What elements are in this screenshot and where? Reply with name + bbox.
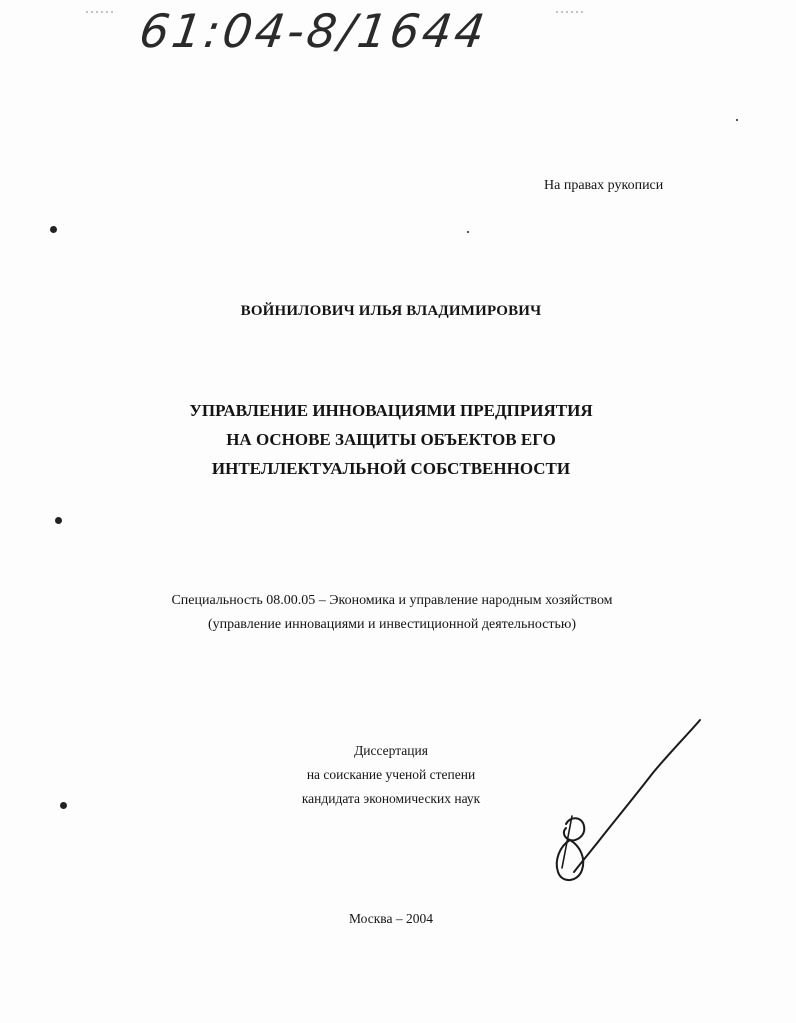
manuscript-rights-note: На правах рукописи	[544, 178, 664, 193]
scan-dot-4	[467, 231, 469, 233]
specialty-block	[0, 589, 784, 637]
degree-line: кандидата экономических наук	[301, 791, 481, 806]
city-year: Москва – 2004	[349, 911, 433, 926]
degree-line: Диссертация	[354, 743, 428, 758]
specialty-line: Специальность 08.00.05 – Экономика и управление народным хозяйством	[171, 593, 613, 608]
specialty-line: (управление инновациями и инвестиционной деятельностью)	[207, 617, 577, 632]
title-line: УПРАВЛЕНИЕ ИННОВАЦИЯМИ ПРЕДПРИЯТИЯ	[189, 401, 593, 420]
scan-dot-2	[55, 517, 62, 524]
title-line: ИНТЕЛЛЕКТУАЛЬНОЙ СОБСТВЕННОСТИ	[211, 459, 571, 478]
handwritten-signature	[540, 712, 710, 887]
title-line: НА ОСНОВЕ ЗАЩИТЫ ОБЪЕКТОВ ЕГО	[226, 430, 556, 449]
dissertation-title	[0, 396, 782, 483]
degree-line: на соискание ученой степени	[306, 767, 476, 782]
author-name: ВОЙНИЛОВИЧ ИЛЬЯ ВЛАДИМИРОВИЧ	[240, 303, 542, 319]
scan-dot-5	[736, 119, 738, 121]
scan-dot-1	[50, 226, 57, 233]
archive-code-handwritten: 61:04-8/1644	[136, 4, 491, 58]
